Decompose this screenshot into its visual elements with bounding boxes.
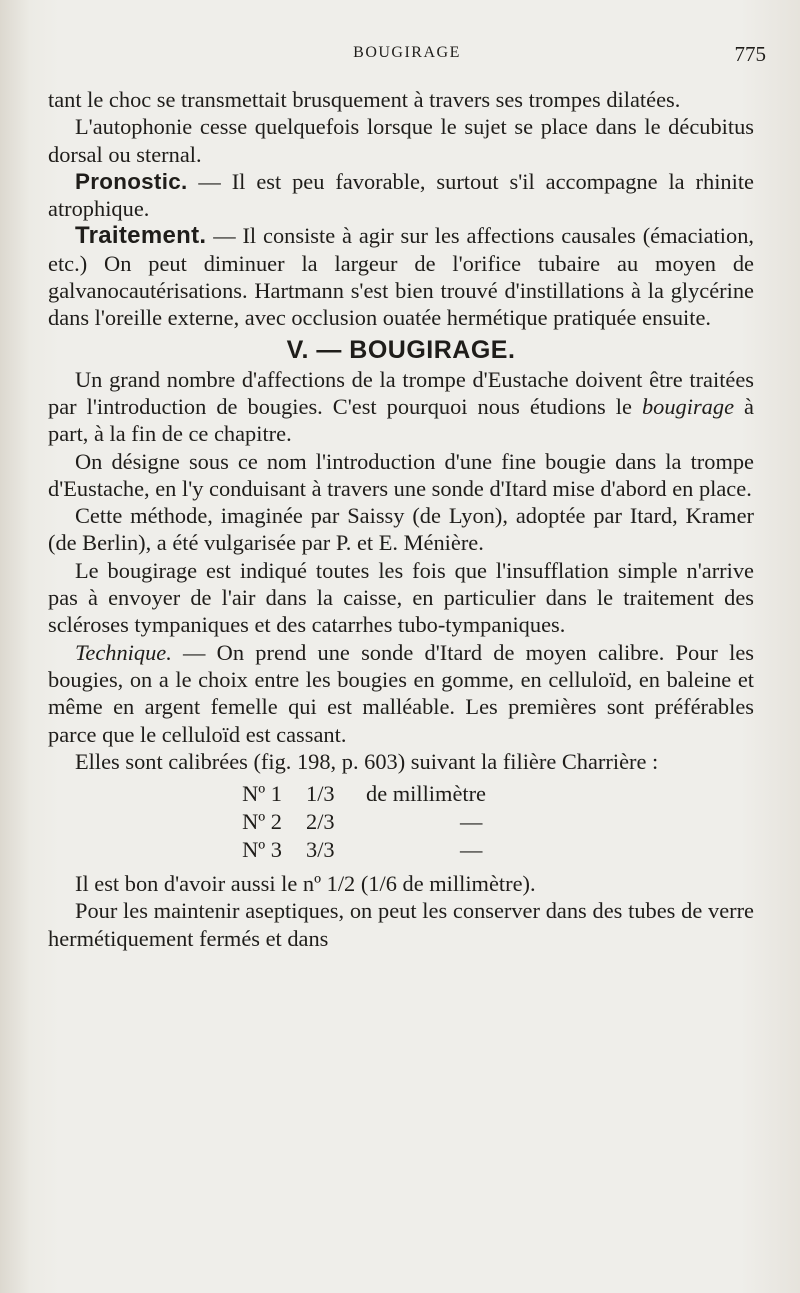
paragraph-traitement — [48, 222, 754, 331]
technique-label: Technique. — [75, 639, 172, 665]
paragraph: tant le choc se transmettait brusquement à travers ses trompes dilatées. — [48, 87, 681, 112]
emphasis-bougirage: bougirage — [641, 393, 735, 419]
paragraph-pronostic — [48, 168, 754, 223]
paragraph: Le bougirage est indiqué toutes les fois que l'insufflation simple n'arrive pas à envoyer de l'air dans la caisse, en particulier dans le traitement des scléroses tympaniques et des catarrhes tubo-tympaniques. — [48, 557, 754, 638]
paragraph: L'autophonie cesse quelquefois lorsque le sujet se place dans le décubitus dorsal ou sternal. — [48, 114, 754, 167]
calibre-unit: de millimètre — [366, 781, 486, 807]
paragraph: Il est bon d'avoir aussi le nº 1/2 (1/6 de millimètre). — [75, 871, 536, 897]
table-row — [48, 780, 754, 808]
paragraph-text: — Il est peu favorable, surtout s'il accompagne la rhinite atrophique. — [48, 168, 754, 222]
paragraph-text: — Il consiste à agir sur les affections causales (émaciation, etc.) On peut diminuer la largeur de l'orifice tubaire au moyen de galvanocautérisations. Hartmann s'est bien trouvé d'instillations à la glycérine dans l'oreille externe, avec occlusion ouatée hermétique pratiquée ensuite. — [48, 223, 754, 331]
paragraph: Elles sont calibrées (fig. 198, p. 603) suivant la filière Charrière : — [75, 748, 659, 774]
page-number: 775 — [734, 42, 766, 66]
calibre-unit: — — [460, 809, 483, 835]
calibre-value: 1/3 — [306, 781, 335, 807]
table-row — [48, 836, 754, 864]
calibre-number: Nº 3 — [242, 837, 282, 863]
pronostic-label: Pronostic. — [75, 168, 188, 194]
calibre-value: 2/3 — [306, 809, 335, 835]
page-header — [48, 44, 766, 74]
paragraph-text: à part, à la fin de ce chapitre. — [48, 393, 754, 447]
paragraph — [48, 366, 754, 448]
paragraph: On désigne sous ce nom l'introduction d'une fine bougie dans la trompe d'Eustache, en l'y conduisant à travers une sonde d'Itard mise d'abord en place. — [48, 448, 754, 501]
paragraph-text: — On prend une sonde d'Itard de moyen calibre. Pour les bougies, on a le choix entre les bougies en gomme, en celluloïd, en baleine et même en argent femelle qui est malléable. Les premières sont préférables parce que le celluloïd est cassant. — [48, 639, 754, 747]
calibre-unit: — — [460, 837, 483, 863]
running-title: BOUGIRAGE — [353, 44, 461, 61]
paragraph: Cette méthode, imaginée par Saissy (de Lyon), adoptée par Itard, Kramer (de Berlin), a été vulgarisée par P. et E. Ménière. — [48, 503, 754, 556]
table-row — [48, 808, 754, 836]
section-title: V. — BOUGIRAGE. — [286, 335, 516, 364]
calibre-table — [48, 780, 754, 864]
calibre-number: Nº 2 — [242, 809, 282, 835]
page-body — [48, 86, 754, 952]
calibre-value: 3/3 — [306, 837, 335, 863]
paragraph: Pour les maintenir aseptiques, on peut les conserver dans des tubes de verre hermétiquement fermés et dans — [48, 898, 754, 951]
paragraph-technique — [48, 639, 754, 748]
paragraph-text: Un grand nombre d'affections de la trompe d'Eustache doivent être traitées par l'introduction de bougies. C'est pourquoi nous étudions le — [48, 366, 754, 419]
calibre-number: Nº 1 — [242, 781, 282, 807]
traitement-label: Traitement. — [75, 222, 207, 250]
